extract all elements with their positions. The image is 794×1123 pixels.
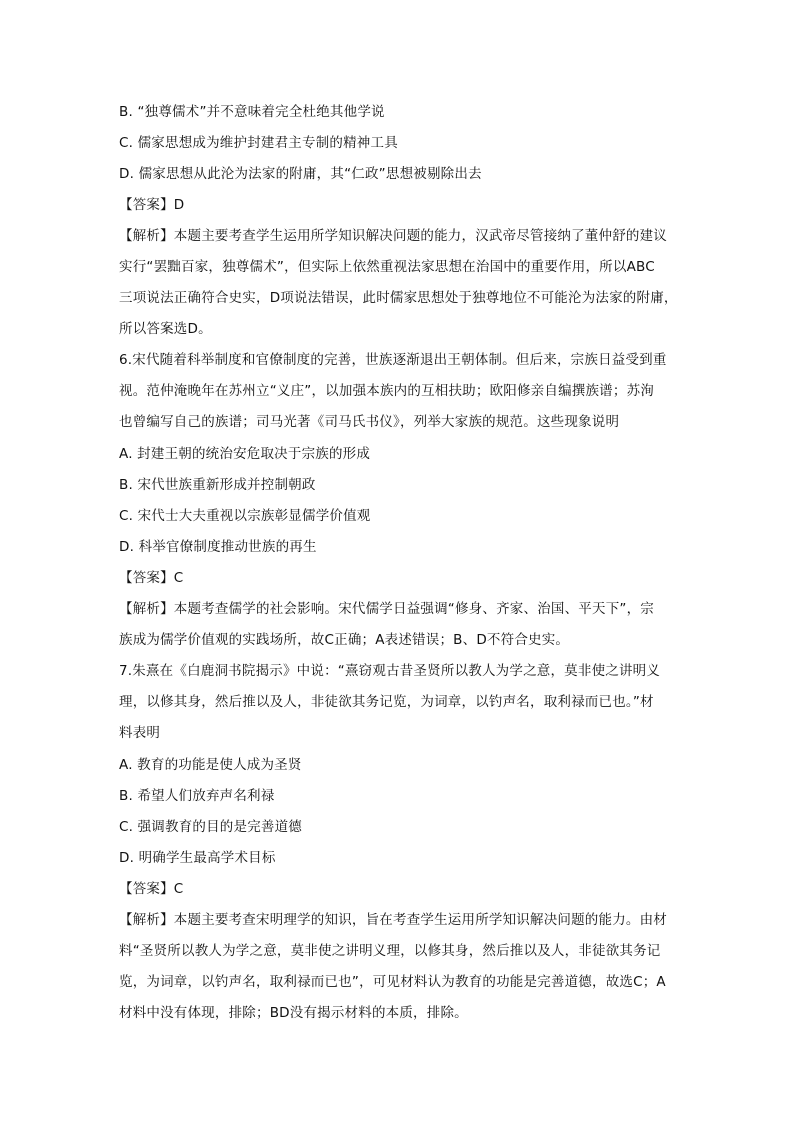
q5-analysis-line: 三项说法正确符合史实，D项说法错误，此时儒家思想处于独尊地位不可能沦为法家的附庸， (119, 290, 678, 306)
q6-stem-line: 也曾编写自己的族谱；司马光著《司马氏书仪》，列举大家族的规范。这些现象说明 (119, 414, 620, 430)
q7-answer: 【答案】C (119, 881, 184, 897)
q7-option-c: C. 强调教育的目的是完善道德 (119, 819, 303, 835)
q5-answer: 【答案】D (119, 197, 185, 213)
q6-stem-line: 视。范仲淹晚年在苏州立“义庄”，以加强本族内的互相扶助；欧阳修亲自编撰族谱；苏洵 (119, 383, 654, 399)
q5-option-b: B. “独尊儒术”并不意味着完全杜绝其他学说 (119, 104, 385, 120)
q7-option-d: D. 明确学生最高学术目标 (119, 850, 276, 866)
q7-analysis-line: 览，为词章，以钓声名，取利禄而已也”，可见材料认为教育的功能是完善道德，故选C；A (119, 974, 666, 990)
q5-analysis-line: 所以答案选D。 (119, 321, 212, 337)
q6-option-b: B. 宋代世族重新形成并控制朝政 (119, 477, 316, 493)
q6-analysis-line: 【解析】本题考查儒学的社会影响。宋代儒学日益强调“修身、齐家、治国、平天下”，宗 (119, 601, 654, 617)
q6-stem-line: 6.宋代随着科举制度和官僚制度的完善，世族逐渐退出王朝体制。但后来，宗族日益受到重 (119, 352, 667, 368)
q7-option-a: A. 教育的功能是使人成为圣贤 (119, 757, 302, 773)
q7-stem-line: 料表明 (119, 725, 161, 741)
q7-analysis-line: 材料中没有体现，排除；BD没有揭示材料的本质，排除。 (119, 1005, 468, 1021)
q5-analysis-line: 【解析】本题主要考查学生运用所学知识解决问题的能力，汉武帝尽管接纳了董仲舒的建议 (119, 228, 667, 244)
q7-option-b: B. 希望人们放弃声名利禄 (119, 788, 275, 804)
q7-analysis-line: 【解析】本题主要考查宋明理学的知识，旨在考查学生运用所学知识解决问题的能力。由材 (119, 912, 667, 928)
q6-analysis-line: 族成为儒学价值观的实践场所，故C正确；A表述错误；B、D不符合史实。 (119, 632, 570, 648)
q6-option-d: D. 科举官僚制度推动世族的再生 (119, 539, 317, 555)
q6-answer: 【答案】C (119, 570, 184, 586)
q7-stem-line: 7.朱熹在《白鹿洞书院揭示》中说：“熹窃观古昔圣贤所以教人为学之意，莫非使之讲明义 (119, 663, 661, 679)
q6-option-a: A. 封建王朝的统治安危取决于宗族的形成 (119, 446, 371, 462)
q5-option-d: D. 儒家思想从此沦为法家的附庸，其“仁政”思想被剔除出去 (119, 166, 482, 182)
q7-analysis-line: 料“圣贤所以教人为学之意，莫非使之讲明义理，以修其身，然后推以及人，非徒欲其务记 (119, 943, 661, 959)
q6-option-c: C. 宋代士大夫重视以宗族彰显儒学价值观 (119, 508, 371, 524)
q5-option-c: C. 儒家思想成为维护封建君主专制的精神工具 (119, 135, 398, 151)
q5-analysis-line: 实行“罢黜百家，独尊儒术”，但实际上依然重视法家思想在治国中的重要作用，所以ABC (119, 259, 655, 275)
q7-stem-line: 理，以修其身，然后推以及人，非徒欲其务记览，为词章，以钓声名，取利禄而已也。”材 (119, 694, 654, 710)
